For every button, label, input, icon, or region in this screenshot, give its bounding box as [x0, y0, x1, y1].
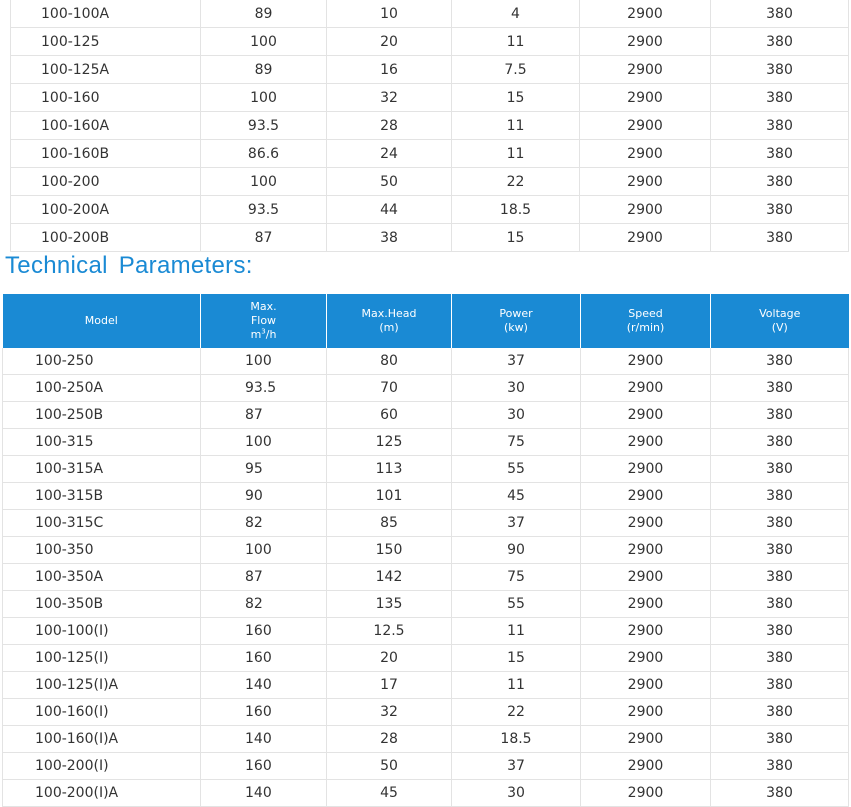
cell-flow: 100 [201, 429, 327, 456]
header-head-line1: Max.Head [361, 307, 417, 320]
cell-speed: 2900 [580, 140, 711, 168]
cell-speed: 2900 [581, 726, 711, 753]
table-row [11, 56, 849, 84]
cell-voltage: 380 [711, 726, 849, 753]
cell-power: 30 [452, 375, 581, 402]
table-row [11, 28, 849, 56]
cell-voltage: 380 [711, 753, 849, 780]
cell-voltage: 380 [711, 618, 849, 645]
cell-head: 20 [327, 645, 452, 672]
cell-model: 100-160A [11, 112, 201, 140]
table-row [3, 780, 849, 807]
cell-voltage: 380 [711, 780, 849, 807]
cell-flow: 160 [201, 699, 327, 726]
technical-parameters-body [3, 348, 849, 807]
cell-flow: 82 [201, 510, 327, 537]
cell-flow: 140 [201, 726, 327, 753]
cell-head: 32 [327, 699, 452, 726]
cell-speed: 2900 [581, 402, 711, 429]
table-row [3, 402, 849, 429]
cell-power: 55 [452, 456, 581, 483]
flow-unit-sup: 3 [261, 327, 266, 336]
cell-model: 100-350 [3, 537, 201, 564]
table-row [11, 112, 849, 140]
cell-head: 50 [327, 168, 452, 196]
cell-voltage: 380 [711, 168, 849, 196]
table-row [11, 140, 849, 168]
table-row [3, 510, 849, 537]
cell-speed: 2900 [580, 168, 711, 196]
table-row [3, 645, 849, 672]
cell-flow: 100 [201, 537, 327, 564]
cell-head: 32 [327, 84, 452, 112]
cell-voltage: 380 [711, 429, 849, 456]
cell-voltage: 380 [711, 28, 849, 56]
cell-model: 100-125A [11, 56, 201, 84]
cell-model: 100-160B [11, 140, 201, 168]
cell-head: 142 [327, 564, 452, 591]
header-max-flow [201, 294, 327, 348]
cell-model: 100-350B [3, 591, 201, 618]
cell-flow: 160 [201, 753, 327, 780]
header-voltage [711, 294, 849, 348]
cell-power: 22 [452, 699, 581, 726]
table-row [3, 456, 849, 483]
cell-model: 100-200A [11, 196, 201, 224]
cell-model: 100-160(I) [3, 699, 201, 726]
cell-flow: 93.5 [201, 196, 327, 224]
cell-power: 11 [452, 112, 580, 140]
cell-head: 45 [327, 780, 452, 807]
cell-speed: 2900 [581, 429, 711, 456]
cell-power: 18.5 [452, 196, 580, 224]
cell-flow: 87 [201, 564, 327, 591]
cell-power: 7.5 [452, 56, 580, 84]
cell-speed: 2900 [581, 699, 711, 726]
cell-power: 15 [452, 645, 581, 672]
cell-model: 100-315 [3, 429, 201, 456]
cell-voltage: 380 [711, 510, 849, 537]
cell-model: 100-100A [11, 0, 201, 28]
cell-speed: 2900 [581, 483, 711, 510]
cell-model: 100-200B [11, 224, 201, 252]
cell-speed: 2900 [581, 537, 711, 564]
cell-power: 30 [452, 402, 581, 429]
cell-voltage: 380 [711, 196, 849, 224]
table-row [3, 672, 849, 699]
cell-power: 15 [452, 224, 580, 252]
table-row [11, 168, 849, 196]
continued-spec-table [10, 0, 849, 252]
table-row [3, 591, 849, 618]
cell-speed: 2900 [581, 564, 711, 591]
cell-flow: 140 [201, 672, 327, 699]
header-power [452, 294, 581, 348]
header-voltage-line2: (V) [771, 321, 788, 334]
header-model-label: Model [84, 314, 118, 327]
cell-speed: 2900 [581, 618, 711, 645]
cell-model: 100-125 [11, 28, 201, 56]
cell-head: 101 [327, 483, 452, 510]
cell-head: 125 [327, 429, 452, 456]
cell-speed: 2900 [580, 112, 711, 140]
technical-parameters-table [2, 294, 849, 807]
header-head-line2: (m) [379, 321, 399, 334]
cell-head: 16 [327, 56, 452, 84]
cell-model: 100-315A [3, 456, 201, 483]
table-row [3, 726, 849, 753]
cell-flow: 87 [201, 402, 327, 429]
cell-head: 80 [327, 348, 452, 375]
cell-voltage: 380 [711, 84, 849, 112]
cell-speed: 2900 [581, 645, 711, 672]
cell-head: 135 [327, 591, 452, 618]
cell-flow: 90 [201, 483, 327, 510]
cell-speed: 2900 [580, 28, 711, 56]
cell-power: 37 [452, 753, 581, 780]
cell-speed: 2900 [581, 510, 711, 537]
header-speed [581, 294, 711, 348]
cell-model: 100-200(I) [3, 753, 201, 780]
cell-power: 55 [452, 591, 581, 618]
header-max-head [327, 294, 452, 348]
cell-power: 22 [452, 168, 580, 196]
cell-flow: 100 [201, 84, 327, 112]
cell-head: 28 [327, 726, 452, 753]
cell-model: 100-200(I)A [3, 780, 201, 807]
table-row [11, 84, 849, 112]
cell-voltage: 380 [711, 699, 849, 726]
flow-unit-tail: /h [265, 328, 277, 341]
cell-head: 17 [327, 672, 452, 699]
cell-model: 100-125(I)A [3, 672, 201, 699]
cell-voltage: 380 [711, 224, 849, 252]
cell-flow: 86.6 [201, 140, 327, 168]
table-row [3, 537, 849, 564]
cell-speed: 2900 [580, 196, 711, 224]
cell-voltage: 380 [711, 672, 849, 699]
cell-power: 75 [452, 564, 581, 591]
cell-power: 11 [452, 28, 580, 56]
header-speed-line2: (r/min) [626, 321, 665, 334]
table-row [3, 618, 849, 645]
cell-head: 113 [327, 456, 452, 483]
cell-flow: 160 [201, 618, 327, 645]
header-row [3, 294, 849, 348]
flow-unit-base: m [250, 328, 262, 341]
cell-flow: 89 [201, 0, 327, 28]
cell-head: 28 [327, 112, 452, 140]
continued-spec-table-body [11, 0, 849, 252]
cell-speed: 2900 [581, 348, 711, 375]
cell-voltage: 380 [711, 564, 849, 591]
table-row [11, 196, 849, 224]
cell-model: 100-350A [3, 564, 201, 591]
cell-power: 45 [452, 483, 581, 510]
cell-model: 100-250A [3, 375, 201, 402]
table-row [11, 0, 849, 28]
cell-speed: 2900 [581, 780, 711, 807]
cell-model: 100-160 [11, 84, 201, 112]
cell-voltage: 380 [711, 456, 849, 483]
table-row [3, 753, 849, 780]
cell-power: 15 [452, 84, 580, 112]
cell-power: 18.5 [452, 726, 581, 753]
table-header [3, 294, 849, 348]
cell-power: 30 [452, 780, 581, 807]
cell-head: 50 [327, 753, 452, 780]
table-row [3, 348, 849, 375]
cell-flow: 82 [201, 591, 327, 618]
cell-voltage: 380 [711, 483, 849, 510]
cell-voltage: 380 [711, 645, 849, 672]
cell-model: 100-315B [3, 483, 201, 510]
cell-power: 75 [452, 429, 581, 456]
cell-voltage: 380 [711, 591, 849, 618]
cell-model: 100-250 [3, 348, 201, 375]
cell-speed: 2900 [581, 672, 711, 699]
cell-flow: 89 [201, 56, 327, 84]
cell-power: 37 [452, 348, 581, 375]
cell-flow: 87 [201, 224, 327, 252]
cell-model: 100-315C [3, 510, 201, 537]
cell-speed: 2900 [581, 456, 711, 483]
cell-flow: 100 [201, 168, 327, 196]
cell-model: 100-125(I) [3, 645, 201, 672]
header-voltage-line1: Voltage [759, 307, 801, 320]
table-row [3, 429, 849, 456]
cell-voltage: 380 [711, 140, 849, 168]
cell-flow: 100 [201, 348, 327, 375]
table-row [3, 564, 849, 591]
cell-voltage: 380 [711, 56, 849, 84]
table-row [3, 699, 849, 726]
cell-model: 100-160(I)A [3, 726, 201, 753]
cell-head: 85 [327, 510, 452, 537]
cell-model: 100-100(I) [3, 618, 201, 645]
header-speed-line1: Speed [628, 307, 663, 320]
header-flow-line1: Max. [250, 300, 277, 313]
cell-voltage: 380 [711, 0, 849, 28]
cell-flow: 160 [201, 645, 327, 672]
cell-power: 90 [452, 537, 581, 564]
cell-flow: 93.5 [201, 112, 327, 140]
cell-voltage: 380 [711, 112, 849, 140]
header-flow-unit [201, 328, 326, 342]
cell-power: 37 [452, 510, 581, 537]
section-title: Technical Parameters: [5, 252, 253, 279]
table-row [11, 224, 849, 252]
cell-head: 38 [327, 224, 452, 252]
cell-head: 20 [327, 28, 452, 56]
table-row [3, 375, 849, 402]
cell-speed: 2900 [580, 84, 711, 112]
header-flow-line2: Flow [250, 314, 277, 327]
cell-flow: 140 [201, 780, 327, 807]
cell-power: 11 [452, 672, 581, 699]
cell-voltage: 380 [711, 348, 849, 375]
cell-speed: 2900 [580, 0, 711, 28]
cell-speed: 2900 [580, 224, 711, 252]
cell-flow: 93.5 [201, 375, 327, 402]
cell-head: 150 [327, 537, 452, 564]
cell-model: 100-200 [11, 168, 201, 196]
cell-head: 10 [327, 0, 452, 28]
table-row [3, 483, 849, 510]
cell-head: 44 [327, 196, 452, 224]
cell-power: 4 [452, 0, 580, 28]
cell-speed: 2900 [581, 591, 711, 618]
cell-flow: 100 [201, 28, 327, 56]
cell-speed: 2900 [580, 56, 711, 84]
header-power-line1: Power [499, 307, 533, 320]
cell-speed: 2900 [581, 753, 711, 780]
cell-head: 60 [327, 402, 452, 429]
cell-flow: 95 [201, 456, 327, 483]
header-power-line2: (kw) [504, 321, 528, 334]
cell-model: 100-250B [3, 402, 201, 429]
cell-head: 24 [327, 140, 452, 168]
cell-power: 11 [452, 618, 581, 645]
cell-voltage: 380 [711, 375, 849, 402]
cell-voltage: 380 [711, 402, 849, 429]
cell-voltage: 380 [711, 537, 849, 564]
cell-speed: 2900 [581, 375, 711, 402]
header-model [3, 294, 201, 348]
cell-head: 70 [327, 375, 452, 402]
cell-head: 12.5 [327, 618, 452, 645]
cell-power: 11 [452, 140, 580, 168]
